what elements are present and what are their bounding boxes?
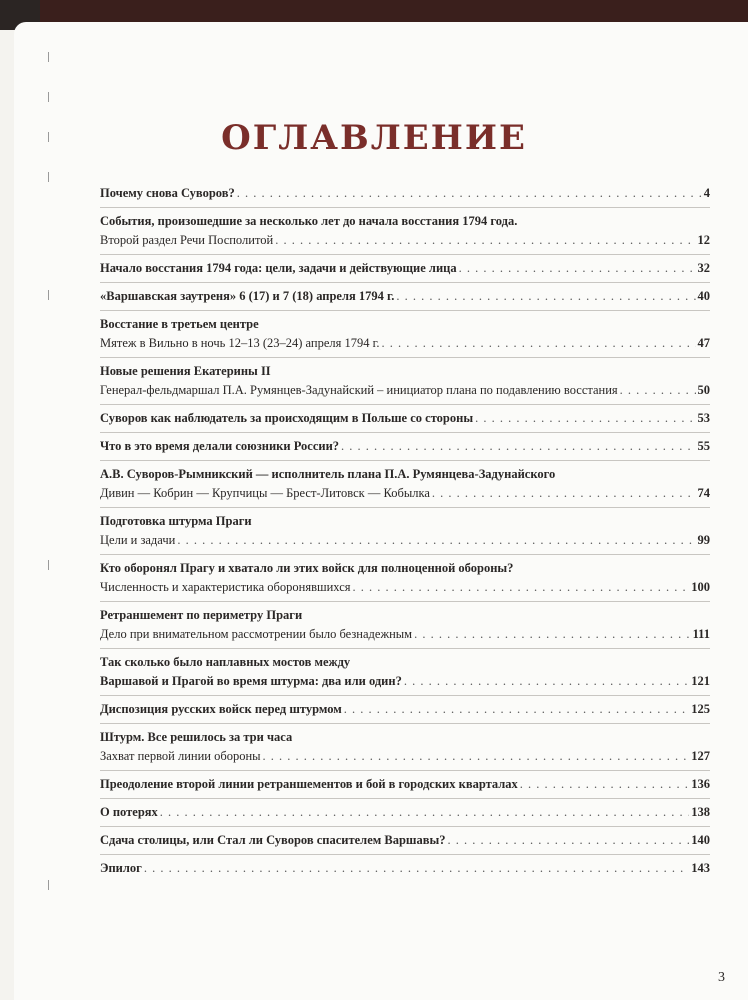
toc-entry[interactable] (100, 775, 710, 794)
toc-page-number: 111 (692, 627, 710, 641)
toc-page-number: 50 (697, 383, 710, 397)
page-number: 3 (718, 970, 725, 985)
toc-page-number: 40 (697, 289, 710, 303)
toc-page-number: 140 (691, 833, 710, 847)
toc-divider (100, 601, 710, 602)
toc-leader-dots (414, 625, 691, 644)
toc-entry-title: О потерях (100, 805, 158, 819)
toc-line (100, 362, 710, 381)
toc-line (100, 803, 710, 822)
toc-entry-title: Второй раздел Речи Посполитой (100, 233, 274, 247)
page-edge-mark (48, 172, 49, 182)
toc-leader-dots (144, 859, 689, 878)
page-edge-mark (48, 560, 49, 570)
toc-line (100, 409, 710, 428)
toc-entry-title: Численность и характеристика оборонявшихся (100, 580, 351, 594)
toc-divider (100, 357, 710, 358)
toc-entry[interactable] (100, 212, 710, 250)
toc-line (100, 747, 710, 766)
toc-leader-dots (237, 184, 702, 203)
toc-line (100, 859, 710, 878)
toc-entry-title: А.В. Суворов-Рымникский — исполнитель плана П.А. Румянцева-Задунайского (100, 467, 556, 481)
toc-entry-title: Так сколько было наплавных мостов между (100, 655, 351, 669)
toc-entry-title: Сдача столицы, или Стал ли Суворов спасителем Варшавы? (100, 833, 446, 847)
toc-divider (100, 798, 710, 799)
toc-leader-dots (404, 672, 689, 691)
toc-line (100, 531, 710, 550)
page-edge-mark (48, 92, 49, 102)
toc-leader-dots (620, 381, 696, 400)
toc-page-number: 138 (691, 805, 710, 819)
toc-entry-title: Начало восстания 1794 года: цели, задачи и действующие лица (100, 261, 457, 275)
toc-line (100, 484, 710, 503)
toc-line (100, 672, 710, 691)
toc-entry[interactable] (100, 409, 710, 428)
toc-divider (100, 554, 710, 555)
toc-leader-dots (447, 831, 689, 850)
toc-entry[interactable] (100, 362, 710, 400)
toc-line (100, 315, 710, 334)
toc-line (100, 625, 710, 644)
toc-entry-title: Суворов как наблюдатель за происходящим в Польше со стороны (100, 411, 474, 425)
toc-leader-dots (396, 287, 695, 306)
toc-entry[interactable] (100, 831, 710, 850)
toc-divider (100, 507, 710, 508)
toc-leader-dots (520, 775, 689, 794)
toc-entry-title: Дивин — Кобрин — Крупчицы — Брест-Литовск — Кобылка (100, 486, 430, 500)
toc-leader-dots (475, 409, 695, 428)
toc-leader-dots (263, 747, 690, 766)
toc-line (100, 381, 710, 400)
toc-entry[interactable] (100, 259, 710, 278)
toc-entry-title: События, произошедшие за несколько лет до начала восстания 1794 года. (100, 214, 518, 228)
page-edge-mark (48, 52, 49, 62)
toc-line (100, 184, 710, 203)
toc-divider (100, 404, 710, 405)
toc-entry-title: Диспозиция русских войск перед штурмом (100, 702, 342, 716)
toc-entry[interactable] (100, 859, 710, 878)
toc-divider (100, 723, 710, 724)
toc-entry[interactable] (100, 315, 710, 353)
toc-entry-title: Восстание в третьем центре (100, 317, 259, 331)
toc-line (100, 578, 710, 597)
toc-entry-title: Что в это время делали союзники России? (100, 439, 340, 453)
toc-entry-title: Подготовка штурма Праги (100, 514, 252, 528)
toc-divider (100, 770, 710, 771)
toc-entry[interactable] (100, 184, 710, 203)
toc-line (100, 231, 710, 250)
toc-line (100, 465, 710, 484)
toc-line (100, 653, 710, 672)
toc-entry-title: Мятеж в Вильно в ночь 12–13 (23–24) апреля 1794 г. (100, 336, 380, 350)
toc-entry[interactable] (100, 803, 710, 822)
toc-entry[interactable] (100, 512, 710, 550)
toc-entry[interactable] (100, 465, 710, 503)
toc-divider (100, 254, 710, 255)
toc-entry[interactable] (100, 287, 710, 306)
toc-entry[interactable] (100, 559, 710, 597)
toc-leader-dots (275, 231, 695, 250)
toc-entry-title: Новые решения Екатерины II (100, 364, 271, 378)
toc-entry-title: Варшавой и Прагой во время штурма: два или один? (100, 674, 402, 688)
toc-line (100, 700, 710, 719)
toc-leader-dots (160, 803, 689, 822)
toc-leader-dots (177, 531, 695, 550)
toc-line (100, 606, 710, 625)
toc-page-number: 47 (697, 336, 710, 350)
toc-leader-dots (344, 700, 689, 719)
toc-entry-title: Преодоление второй линии ретраншементов и бой в городских кварталах (100, 777, 518, 791)
toc-divider (100, 282, 710, 283)
toc-line (100, 559, 710, 578)
toc-divider (100, 826, 710, 827)
toc-entry[interactable] (100, 653, 710, 691)
toc-divider (100, 695, 710, 696)
toc-line (100, 287, 710, 306)
toc-entry[interactable] (100, 700, 710, 719)
toc-leader-dots (432, 484, 696, 503)
toc-page-number: 100 (691, 580, 710, 594)
toc-line (100, 512, 710, 531)
toc-page-number: 125 (691, 702, 710, 716)
toc-line (100, 775, 710, 794)
toc-entry-title: Дело при внимательном рассмотрении было безнадежным (100, 627, 413, 641)
toc-entry-title: Захват первой линии обороны (100, 749, 261, 763)
toc-line (100, 831, 710, 850)
toc-divider (100, 432, 710, 433)
toc-page-number: 32 (697, 261, 710, 275)
toc-line (100, 437, 710, 456)
toc-entry-title: Штурм. Все решилось за три часа (100, 730, 293, 744)
toc-page-number: 74 (697, 486, 710, 500)
toc-page-number: 12 (697, 233, 710, 247)
toc-line (100, 212, 710, 231)
toc-divider (100, 854, 710, 855)
toc-line (100, 334, 710, 353)
toc-line (100, 259, 710, 278)
toc-entry-title: «Варшавская заутреня» 6 (17) и 7 (18) апреля 1794 г. (100, 289, 395, 303)
page-title: ОГЛАВЛЕНИЕ (221, 118, 527, 158)
table-of-contents (100, 184, 710, 878)
toc-entry[interactable] (100, 437, 710, 456)
toc-page-number: 4 (703, 186, 710, 200)
toc-page-number: 143 (691, 861, 710, 875)
toc-entry[interactable] (100, 606, 710, 644)
toc-divider (100, 207, 710, 208)
toc-divider (100, 648, 710, 649)
toc-leader-dots (459, 259, 696, 278)
toc-entry-title: Почему снова Суворов? (100, 186, 235, 200)
toc-leader-dots (381, 334, 695, 353)
toc-page-number: 53 (697, 411, 710, 425)
toc-page-number: 127 (691, 749, 710, 763)
toc-entry-title: Ретраншемент по периметру Праги (100, 608, 303, 622)
toc-leader-dots (353, 578, 690, 597)
toc-entry-title: Эпилог (100, 861, 142, 875)
toc-entry-title: Кто оборонял Прагу и хватало ли этих войск для полноценной обороны? (100, 561, 514, 575)
toc-entry-title: Цели и задачи (100, 533, 176, 547)
page-edge-mark (48, 290, 49, 300)
toc-page-number: 55 (697, 439, 710, 453)
toc-leader-dots (341, 437, 695, 456)
toc-entry[interactable] (100, 728, 710, 766)
toc-page-number: 99 (697, 533, 710, 547)
toc-entry-title: Генерал-фельдмаршал П.А. Румянцев-Задунайский – инициатор плана по подавлению восстания (100, 383, 618, 397)
page-edge-mark (48, 880, 49, 890)
toc-divider (100, 310, 710, 311)
toc-divider (100, 460, 710, 461)
toc-line (100, 728, 710, 747)
toc-page-number: 121 (691, 674, 710, 688)
toc-page-number: 136 (691, 777, 710, 791)
